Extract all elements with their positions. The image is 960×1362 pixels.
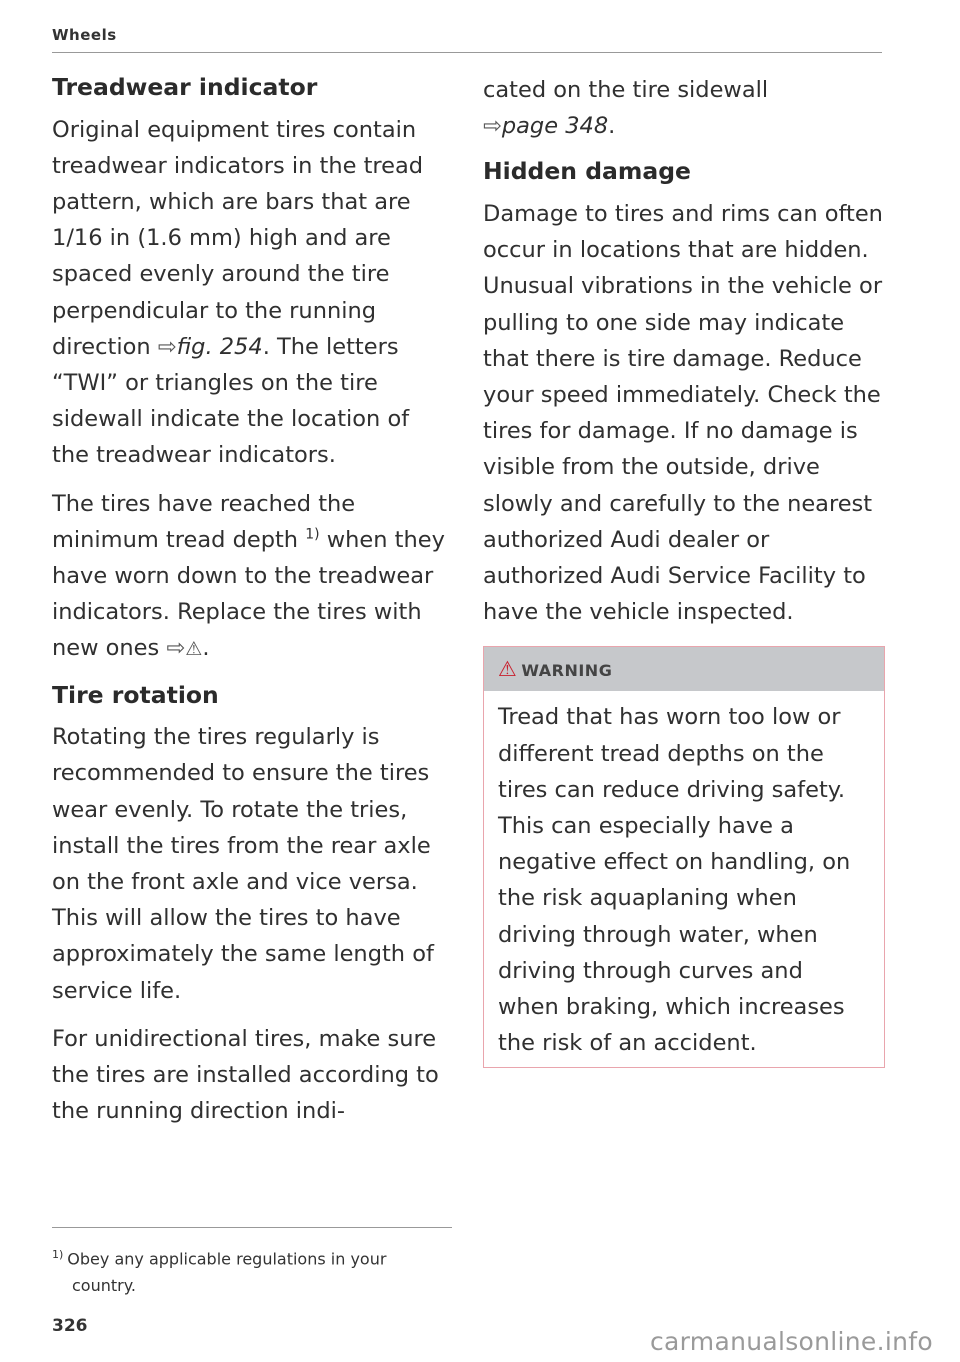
rotation-paragraph-2: For unidirectional tires, make sure the tires are installed according to the running direction indi- (52, 1025, 439, 1125)
treadwear-p2-text: The tires have reached the minimum tread depth (52, 490, 356, 553)
right-arrow-icon: ⇨ (483, 113, 502, 140)
footnote-line-2: country. (72, 1276, 136, 1296)
page-number: 326 (52, 1316, 88, 1336)
warning-triangle-icon: ⚠ (498, 657, 518, 682)
watermark: carmanualsonline.info (650, 1327, 933, 1356)
right-arrow-icon: ⇨ (166, 635, 186, 662)
continued-text: cated on the tire sidewall (483, 77, 769, 103)
continued-period: . (608, 113, 616, 140)
warning-label: WARNING (521, 661, 613, 681)
footnote-line-1: Obey any applicable regulations in your (67, 1249, 387, 1269)
treadwear-heading: Treadwear indicator (52, 73, 318, 101)
right-column (483, 72, 885, 1068)
treadwear-p1-text: Original equipment tires contain treadwear indicators in the tread pattern, which are bars that are 1/16 in (1.6 mm) high and are spaced evenly around the tire perpendicular to the running direction (52, 116, 424, 360)
hidden-damage-heading: Hidden damage (483, 157, 692, 186)
footnote (52, 1241, 452, 1299)
left-column (52, 72, 452, 1141)
warning-triangle-icon[interactable]: ⚠ (185, 638, 203, 661)
warning-header (484, 647, 884, 691)
warning-body (484, 691, 884, 1067)
hidden-damage-paragraph: Damage to tires and rims can often occur in locations that are hidden. Unusual vibrations in the vehicle or pulling to one side may indicate that there is tire damage. Reduce your speed immediately. Check the tires for damage. If no damage is visible from the outside, drive slowly and carefully to the nearest authorized Audi dealer or authorized Audi Service Facility to have the vehicle inspected. (483, 200, 883, 626)
header-divider (52, 52, 882, 53)
figure-link[interactable]: fig. 254 (176, 333, 263, 360)
warning-box (483, 646, 885, 1068)
continued-paragraph (483, 72, 885, 144)
page-link[interactable]: page 348 (501, 113, 609, 140)
section-header: Wheels (52, 26, 117, 44)
warning-text: Tread that has worn too low or different tread depths on the tires can reduce driving safety. This can especially have a negative effect on handling, on the risk aquaplaning when driving through water, when driving through curves and when braking, which increases the risk of an accident. (498, 704, 851, 1057)
treadwear-paragraph-2 (52, 486, 452, 668)
treadwear-paragraph-1 (52, 112, 452, 474)
right-arrow-icon: ⇨ (157, 333, 177, 360)
rotation-paragraph-1: Rotating the tires regularly is recommended to ensure the tires wear evenly. To rotate the tries, install the tires from the rear axle on the front axle and vice versa. This will allow the tires to have approximately the same length of service life. (52, 724, 434, 1004)
footnote-divider (52, 1227, 452, 1228)
footnote-marker[interactable]: 1) (305, 526, 320, 543)
treadwear-p2-period: . (202, 635, 210, 662)
footnote-number: 1) (52, 1248, 64, 1261)
rotation-heading: Tire rotation (52, 680, 219, 709)
treadwear-p2-text-end: when they have worn down to the treadwear indicators. Replace the tires with new ones (52, 526, 445, 662)
treadwear-p1-text-end: . The letters “TWI” or triangles on the tire sidewall indicate the location of the treadwear indicators. (52, 333, 410, 469)
